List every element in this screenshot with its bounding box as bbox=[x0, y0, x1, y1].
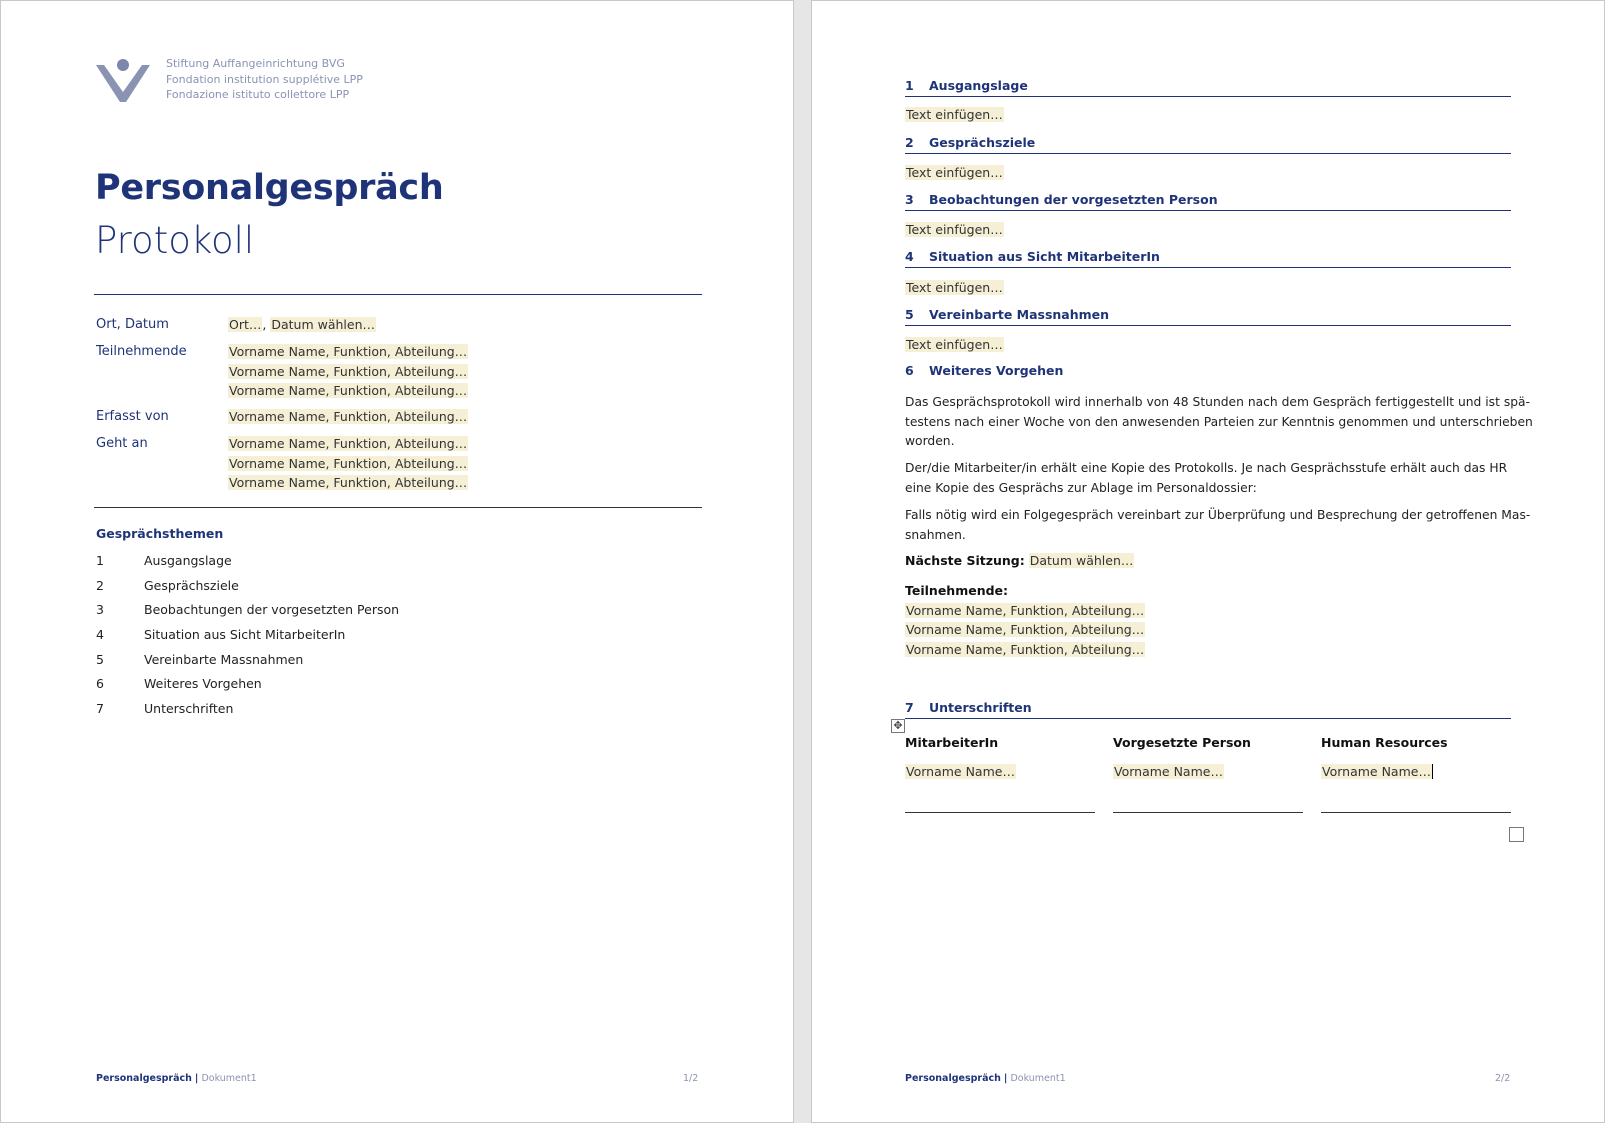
text-placeholder[interactable]: Text einfügen… bbox=[906, 165, 1003, 180]
geht-an-placeholder[interactable]: Vorname Name, Funktion, Abteilung… bbox=[229, 475, 468, 490]
footer-doc-name: Dokument1 bbox=[201, 1073, 257, 1084]
text-placeholder[interactable]: Text einfügen… bbox=[906, 222, 1003, 237]
paragraph-line: worden. bbox=[905, 434, 955, 448]
section-number: 3 bbox=[905, 192, 914, 207]
section-title: Weiteres Vorgehen bbox=[929, 363, 1064, 378]
next-meeting-date-picker[interactable]: Datum wählen… bbox=[1029, 553, 1134, 568]
signature-line bbox=[1113, 812, 1303, 813]
teilnehmende-placeholder[interactable]: Vorname Name, Funktion, Abteilung… bbox=[229, 344, 468, 359]
paragraph-line: snahmen. bbox=[905, 527, 966, 542]
signature-line bbox=[905, 812, 1095, 813]
section-body bbox=[905, 280, 1004, 295]
topic-number: 7 bbox=[96, 701, 104, 716]
teilnehmende-placeholder[interactable]: Vorname Name, Funktion, Abteilung… bbox=[229, 383, 468, 398]
page-number: 2/2 bbox=[1495, 1073, 1511, 1084]
teilnehmende-list bbox=[228, 342, 468, 401]
page-footer bbox=[905, 1073, 1066, 1084]
topic-label: Weiteres Vorgehen bbox=[144, 676, 262, 691]
topic-number: 3 bbox=[96, 602, 104, 617]
signature-name-placeholder[interactable]: Vorname Name… bbox=[1114, 764, 1223, 779]
paragraph-line: testens nach einer Woche von den anwesenden Parteien zur Kenntnis genommen und unterschrieben bbox=[905, 414, 1533, 429]
paragraph-copy bbox=[905, 459, 1511, 498]
topic-number: 6 bbox=[96, 676, 104, 691]
section-number: 2 bbox=[905, 135, 914, 150]
section-heading-1[interactable] bbox=[905, 78, 1511, 97]
section-heading-4[interactable] bbox=[905, 249, 1511, 268]
section-title: Gesprächsziele bbox=[929, 135, 1036, 150]
geht-an-placeholder[interactable]: Vorname Name, Funktion, Abteilung… bbox=[229, 455, 468, 471]
organization-name bbox=[166, 56, 363, 103]
section-number: 5 bbox=[905, 307, 914, 322]
topic-number: 2 bbox=[96, 578, 104, 593]
section-body bbox=[905, 107, 1004, 122]
geht-an-placeholder[interactable]: Vorname Name, Funktion, Abteilung… bbox=[229, 436, 468, 451]
section-number: 1 bbox=[905, 78, 914, 93]
signature-title: Vorgesetzte Person bbox=[1113, 735, 1251, 750]
section-number: 4 bbox=[905, 249, 914, 264]
participant-placeholder[interactable]: Vorname Name, Funktion, Abteilung… bbox=[906, 602, 1145, 618]
meta-divider bbox=[94, 507, 702, 508]
erfasst-label: Erfasst von bbox=[96, 409, 169, 424]
topic-number: 1 bbox=[96, 553, 104, 568]
teilnehmende-label: Teilnehmende bbox=[96, 344, 187, 359]
org-name-it: Fondazione istituto collettore LPP bbox=[166, 88, 350, 101]
topic-label: Unterschriften bbox=[144, 701, 234, 716]
topic-item[interactable] bbox=[96, 676, 262, 691]
text-placeholder[interactable]: Text einfügen… bbox=[906, 337, 1003, 352]
geht-an-list bbox=[228, 434, 468, 493]
topic-item[interactable] bbox=[96, 652, 303, 667]
section-title: Beobachtungen der vorgesetzten Person bbox=[929, 192, 1218, 207]
erfasst-field bbox=[228, 407, 468, 427]
document-title[interactable]: Personalgespräch bbox=[95, 168, 444, 208]
participants-label: Teilnehmende: bbox=[905, 583, 1009, 598]
ort-datum-label: Ort, Datum bbox=[96, 317, 169, 332]
section-title: Unterschriften bbox=[929, 700, 1032, 715]
topic-item[interactable] bbox=[96, 553, 232, 568]
section-heading-3[interactable] bbox=[905, 192, 1511, 211]
document-page-1 bbox=[0, 0, 794, 1123]
datum-picker[interactable]: Datum wählen… bbox=[271, 317, 376, 332]
topic-item[interactable] bbox=[96, 578, 239, 593]
text-placeholder[interactable]: Text einfügen… bbox=[906, 280, 1003, 295]
ort-placeholder[interactable]: Ort… bbox=[229, 317, 262, 332]
page-footer bbox=[96, 1073, 257, 1084]
section-title: Ausgangslage bbox=[929, 78, 1028, 93]
topic-item[interactable] bbox=[96, 701, 233, 716]
footer-doc-title: Personalgespräch bbox=[96, 1073, 192, 1084]
section-title: Vereinbarte Massnahmen bbox=[929, 307, 1110, 322]
signature-name-placeholder[interactable]: Vorname Name… bbox=[906, 764, 1015, 779]
participants-block bbox=[905, 581, 1145, 659]
section-body bbox=[905, 222, 1004, 237]
topic-label: Gesprächsziele bbox=[144, 578, 239, 593]
section-heading-5[interactable] bbox=[905, 307, 1511, 326]
participant-placeholder[interactable]: Vorname Name, Funktion, Abteilung… bbox=[906, 641, 1145, 657]
topic-label: Beobachtungen der vorgesetzten Person bbox=[144, 602, 400, 617]
participant-placeholder[interactable]: Vorname Name, Funktion, Abteilung… bbox=[906, 622, 1145, 637]
section-heading-7[interactable] bbox=[905, 700, 1511, 719]
topic-label: Ausgangslage bbox=[144, 553, 232, 568]
signature-column-supervisor bbox=[1113, 735, 1303, 813]
signature-name-placeholder[interactable]: Vorname Name… bbox=[1322, 764, 1431, 779]
footer-doc-title: Personalgespräch bbox=[905, 1073, 1001, 1084]
section-heading-6[interactable] bbox=[905, 363, 1511, 382]
geht-an-label: Geht an bbox=[96, 436, 148, 451]
section-body bbox=[905, 165, 1004, 180]
footer-divider: | bbox=[1003, 1073, 1008, 1084]
section-number: 7 bbox=[905, 700, 914, 715]
topic-label: Vereinbarte Massnahmen bbox=[144, 652, 304, 667]
paragraph-completion bbox=[905, 393, 1533, 452]
topic-item[interactable] bbox=[96, 627, 345, 642]
org-name-de: Stiftung Auffangeinrichtung BVG bbox=[166, 57, 345, 70]
footer-divider: | bbox=[194, 1073, 199, 1084]
header-divider bbox=[94, 294, 702, 295]
next-meeting-label: Nächste Sitzung: bbox=[905, 553, 1025, 568]
section-title: Situation aus Sicht MitarbeiterIn bbox=[929, 249, 1160, 264]
paragraph-line: Falls nötig wird ein Folgegespräch vereinbart zur Überprüfung und Besprechung der getroffenen Mas- bbox=[905, 508, 1531, 522]
footer-doc-name: Dokument1 bbox=[1010, 1073, 1066, 1084]
signature-column-employee bbox=[905, 735, 1095, 813]
paragraph-line: Der/die Mitarbeiter/in erhält eine Kopie des Protokolls. Je nach Gesprächsstufe erhält auch das HR bbox=[905, 461, 1508, 475]
topic-label: Situation aus Sicht MitarbeiterIn bbox=[144, 627, 346, 642]
topic-item[interactable] bbox=[96, 602, 399, 617]
table-move-handle-icon[interactable]: ✥ bbox=[891, 719, 905, 733]
separator: , bbox=[262, 317, 267, 332]
section-body bbox=[905, 337, 1004, 352]
signature-column-hr bbox=[1321, 735, 1511, 813]
topic-number: 4 bbox=[96, 627, 104, 642]
document-subtitle[interactable]: Protokoll bbox=[95, 219, 255, 262]
topics-heading: Gesprächsthemen bbox=[96, 526, 224, 541]
signature-title: MitarbeiterIn bbox=[905, 735, 999, 750]
page-number: 1/2 bbox=[683, 1073, 699, 1084]
next-meeting bbox=[905, 553, 1134, 568]
signature-line bbox=[1321, 812, 1511, 813]
table-resize-handle[interactable] bbox=[1509, 827, 1524, 842]
paragraph-line: Das Gesprächsprotokoll wird innerhalb von 48 Stunden nach dem Gespräch fertiggestellt und ist spä- bbox=[905, 395, 1531, 409]
section-number: 6 bbox=[905, 363, 914, 378]
org-name-fr: Fondation institution supplétive LPP bbox=[166, 72, 363, 86]
document-page-2 bbox=[811, 0, 1605, 1123]
ort-datum-field bbox=[228, 315, 376, 335]
topic-number: 5 bbox=[96, 652, 104, 667]
paragraph-followup bbox=[905, 506, 1531, 545]
teilnehmende-placeholder[interactable]: Vorname Name, Funktion, Abteilung… bbox=[229, 363, 468, 379]
logo-icon bbox=[96, 58, 150, 102]
erfasst-placeholder[interactable]: Vorname Name, Funktion, Abteilung… bbox=[229, 409, 468, 424]
text-cursor bbox=[1432, 764, 1433, 779]
signature-title: Human Resources bbox=[1321, 735, 1448, 750]
paragraph-line: eine Kopie des Gesprächs zur Ablage im Personaldossier: bbox=[905, 480, 1257, 495]
text-placeholder[interactable]: Text einfügen… bbox=[906, 107, 1003, 122]
section-heading-2[interactable] bbox=[905, 135, 1511, 154]
